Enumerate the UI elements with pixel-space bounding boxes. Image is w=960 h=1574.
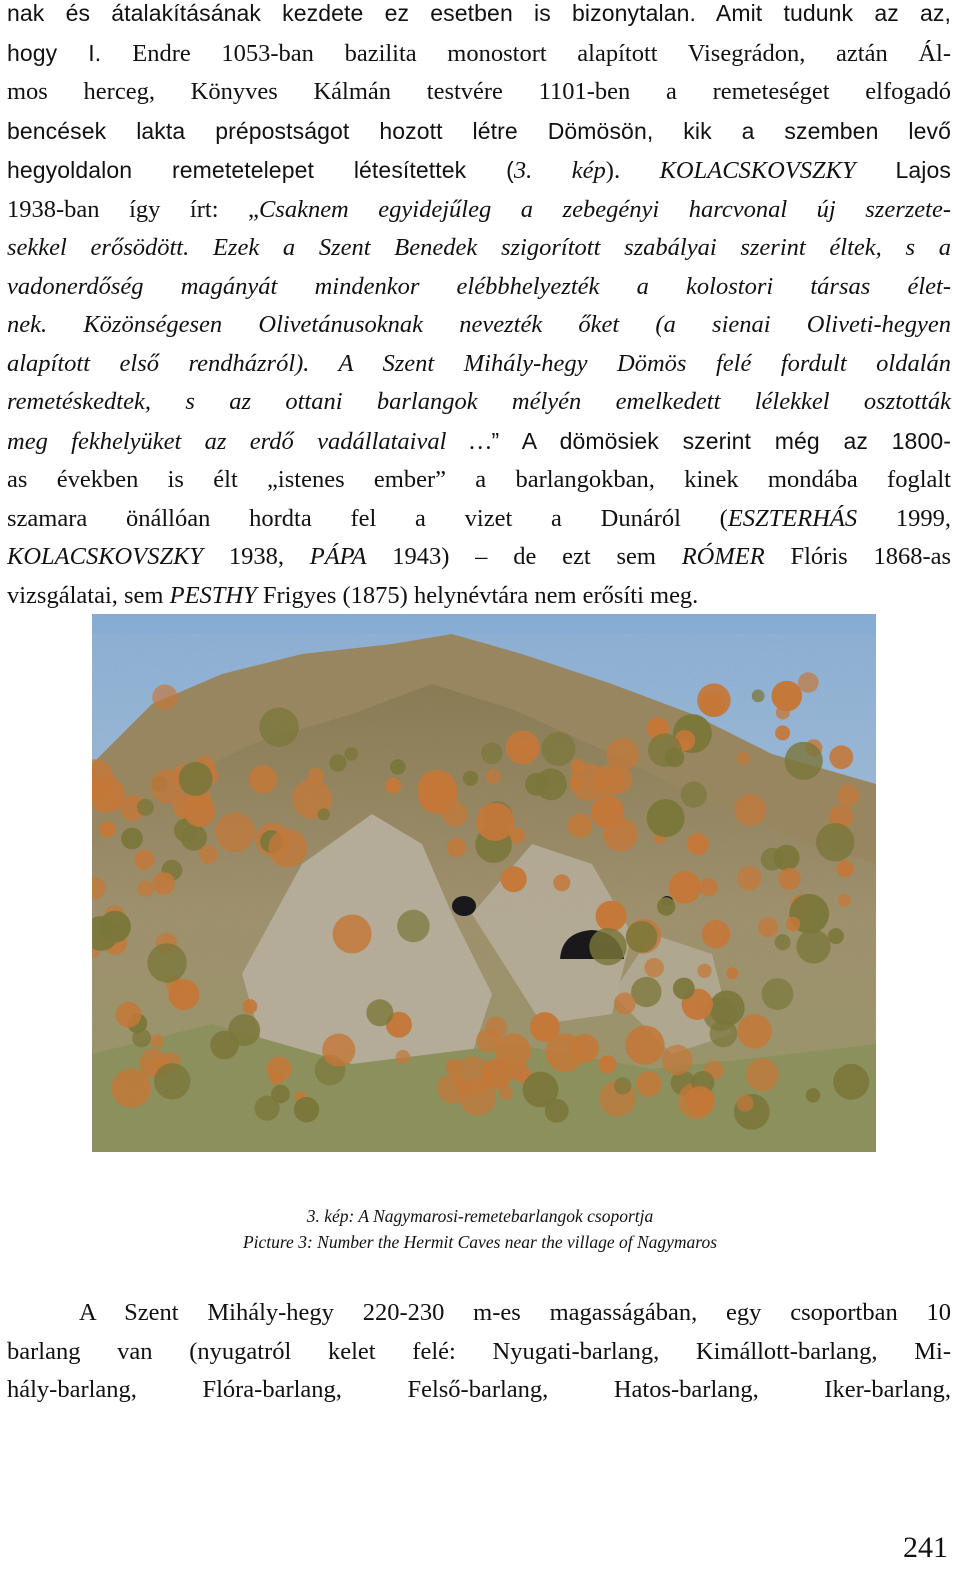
tree (525, 773, 548, 796)
tree (648, 733, 682, 767)
tree (644, 958, 664, 978)
tree (99, 821, 115, 837)
tree (596, 901, 627, 932)
tree (137, 880, 153, 896)
text-run: szamara önállóan hordta fel a vizet a Dunáról ( (7, 504, 728, 532)
tree (510, 1063, 529, 1082)
tree (132, 1029, 151, 1048)
text-run: Lajos (855, 157, 951, 183)
text-line (7, 500, 951, 539)
text-run: vizsgálatai, sem (7, 581, 170, 609)
tree (697, 964, 711, 978)
tree (762, 978, 794, 1010)
tree (737, 752, 750, 765)
tree (737, 1095, 754, 1112)
tree (838, 894, 851, 907)
tree (486, 769, 501, 784)
tree (333, 915, 372, 954)
text-run: alapított első rendházról). A Szent Mihály-hegy Dömös felé fordult oldalán (7, 349, 951, 377)
tree (210, 1031, 239, 1060)
tree (442, 801, 468, 827)
tree (838, 785, 860, 807)
text-line (7, 345, 951, 384)
tree (150, 1034, 164, 1048)
tree (737, 866, 761, 890)
tree (796, 929, 830, 963)
tree (806, 1088, 821, 1103)
tree (259, 708, 298, 747)
tree (476, 1029, 500, 1053)
tree (647, 799, 685, 837)
tree (833, 1064, 869, 1100)
text-line (7, 229, 951, 268)
tree (506, 731, 540, 765)
tree (699, 878, 717, 896)
tree (545, 1099, 569, 1123)
tree (710, 1020, 738, 1048)
text-line (7, 461, 951, 500)
tree (785, 742, 823, 780)
tree (685, 1086, 714, 1115)
tree (553, 874, 570, 891)
tree (269, 1071, 283, 1085)
tree (294, 1097, 319, 1122)
text-run: Frigyes (1875) helynévtára nem erősíti meg. (256, 581, 699, 609)
tree (255, 1096, 280, 1121)
tree (501, 866, 527, 892)
tree (657, 897, 675, 915)
tree (199, 845, 218, 864)
tree (798, 672, 819, 693)
text-run: 1938-ban így írt: „ (7, 195, 259, 223)
text-line (7, 577, 951, 616)
text-run: mos herceg, Könyves Kálmán testvére 1101-ben a remeteséget elfogadó (7, 78, 951, 105)
tree (329, 754, 346, 771)
tree (568, 813, 592, 837)
tree (530, 1012, 560, 1042)
tree (606, 738, 639, 771)
tree (734, 794, 766, 826)
tree (112, 1069, 151, 1108)
tree (542, 732, 576, 766)
tree (268, 829, 307, 868)
tree (772, 681, 803, 712)
tree (816, 823, 854, 861)
text-run: vadonerdőség magányát mindenkor elébbhelyezték a kolostori társas élet- (7, 272, 951, 300)
tree (828, 928, 844, 944)
text-run: Csaknem egyidejűleg a zebegényi harcvonal új szerzete- (258, 195, 951, 223)
text-run: ). (605, 157, 660, 184)
tree (243, 999, 258, 1014)
tree (476, 803, 514, 841)
tree (737, 1014, 771, 1048)
text-run: remetéskedtek, s az ottani barlangok mélyén emelkedett lélekkel osztották (7, 388, 951, 415)
tree (385, 778, 401, 794)
text-line (7, 538, 951, 577)
text-run: 1999, (857, 504, 952, 532)
tree (614, 993, 636, 1015)
text-line (7, 34, 951, 74)
figure-photo (92, 614, 876, 1152)
figure-caption-hungarian: 3. kép: A Nagymarosi-remetebarlangok csoportja (306, 1206, 654, 1226)
tree (147, 943, 186, 982)
tree (179, 762, 213, 796)
text-run: nak és átalakításának kezdete ez esetben is bizonytalan. Amit tudunk az az, (7, 0, 951, 26)
tree (603, 817, 637, 851)
text-run: Flóris 1868-as (764, 543, 952, 570)
body-paragraph-2 (7, 1294, 951, 1410)
text-line (7, 268, 951, 307)
text-run: hegyoldalon remetetelepet létesítettek ( (7, 157, 514, 183)
text-run: as években is élt „istenes ember” a barlangokban, kinek mondába foglalt (7, 466, 951, 493)
tree (570, 1034, 599, 1063)
tree (134, 850, 154, 870)
text-line (7, 73, 951, 112)
text-run: hogy I. (7, 39, 133, 66)
tree (726, 967, 738, 979)
text-run: 1943) – de ezt sem (366, 543, 682, 570)
tree (481, 743, 503, 765)
text-line (7, 306, 951, 345)
tree (673, 978, 695, 1000)
text-line (7, 151, 951, 191)
text-line: hály-barlang, Flóra-barlang, Felső-barlang, Hatos-barlang, Iker-barlang, (7, 1376, 951, 1403)
text-run: PESTHY (169, 581, 257, 609)
tree (154, 1063, 190, 1099)
text-run: KOLACSKOVSZKY (7, 543, 204, 570)
text-line: barlang van (nyugatról kelet felé: Nyugati-barlang, Kimállott-barlang, Mi- (7, 1337, 951, 1365)
tree (837, 860, 854, 877)
tree (452, 1057, 491, 1096)
tree (669, 871, 702, 904)
tree (116, 1002, 142, 1028)
tree (687, 833, 709, 855)
tree (571, 776, 584, 789)
tree (121, 828, 143, 850)
hillside-caves-photo (92, 614, 876, 1152)
tree (153, 872, 176, 895)
text-run: PÁPA (309, 543, 367, 570)
figure-caption-english: Picture 3: Number the Hermit Caves near the village of Nagymaros (242, 1232, 718, 1252)
tree (752, 690, 765, 703)
tree (397, 910, 430, 943)
tree (775, 934, 791, 950)
text-run: Endre 1053-ban bazilita monostort alapított Visegrádon, aztán Ál- (132, 39, 951, 67)
text-run: ESZTERHÁS (727, 504, 858, 532)
tree (625, 1026, 664, 1065)
text-run: sekkel erősödött. Ezek a Szent Benedek szigorított szabályai szerint éltek, s a (7, 234, 951, 261)
tree (215, 812, 255, 852)
tree (599, 1055, 617, 1073)
text-run: RÓMER (681, 543, 765, 570)
tree (396, 1050, 411, 1065)
tree (318, 808, 330, 820)
tree (169, 979, 200, 1010)
tree (746, 1058, 779, 1091)
tree (463, 771, 478, 786)
text-run: 3. kép (513, 157, 606, 184)
text-line (7, 422, 951, 462)
body-paragraph-1 (7, 0, 951, 615)
tree (137, 799, 154, 816)
tree (681, 782, 707, 808)
tree (390, 759, 406, 775)
tree (702, 920, 731, 949)
tree (778, 868, 800, 890)
tree (761, 848, 784, 871)
tree (366, 999, 393, 1026)
text-run: 1938, (203, 543, 310, 570)
tree (614, 1077, 631, 1094)
tree (589, 928, 626, 965)
text-line (7, 191, 951, 230)
text-run: bencések lakta prépostságot hozott létre Dömösön, kik a szemben levő (7, 117, 951, 144)
tree (626, 921, 658, 953)
page-number: 241 (903, 1531, 948, 1564)
tree (758, 917, 778, 937)
tree (152, 685, 178, 711)
tree (249, 765, 277, 793)
tree (636, 1071, 662, 1097)
tree (322, 1034, 355, 1067)
text-line (7, 0, 951, 34)
cave-opening (452, 896, 476, 916)
tree (697, 683, 731, 717)
tree (308, 768, 324, 784)
tree (662, 1045, 692, 1075)
text-run: KOLACSKOVSZKY (659, 157, 856, 184)
text-line (7, 383, 951, 422)
tree (344, 747, 358, 761)
tree (786, 917, 800, 931)
tree (447, 838, 466, 857)
text-run: meg fekhelyüket az erdő vadállataival … (7, 427, 492, 455)
text-run: nek. Közönségesen Olivetánusoknak nevezték őket (a sienai Oliveti-hegyen (7, 311, 951, 338)
tree (184, 796, 215, 827)
text-run: ” A dömösiek szerint még az 1800- (491, 427, 951, 454)
text-line: A Szent Mihály-hegy 220-230 m-es magasságában, egy csoportban 10 (79, 1299, 951, 1326)
tree (775, 725, 790, 740)
tree (829, 745, 853, 769)
text-line (7, 112, 951, 152)
